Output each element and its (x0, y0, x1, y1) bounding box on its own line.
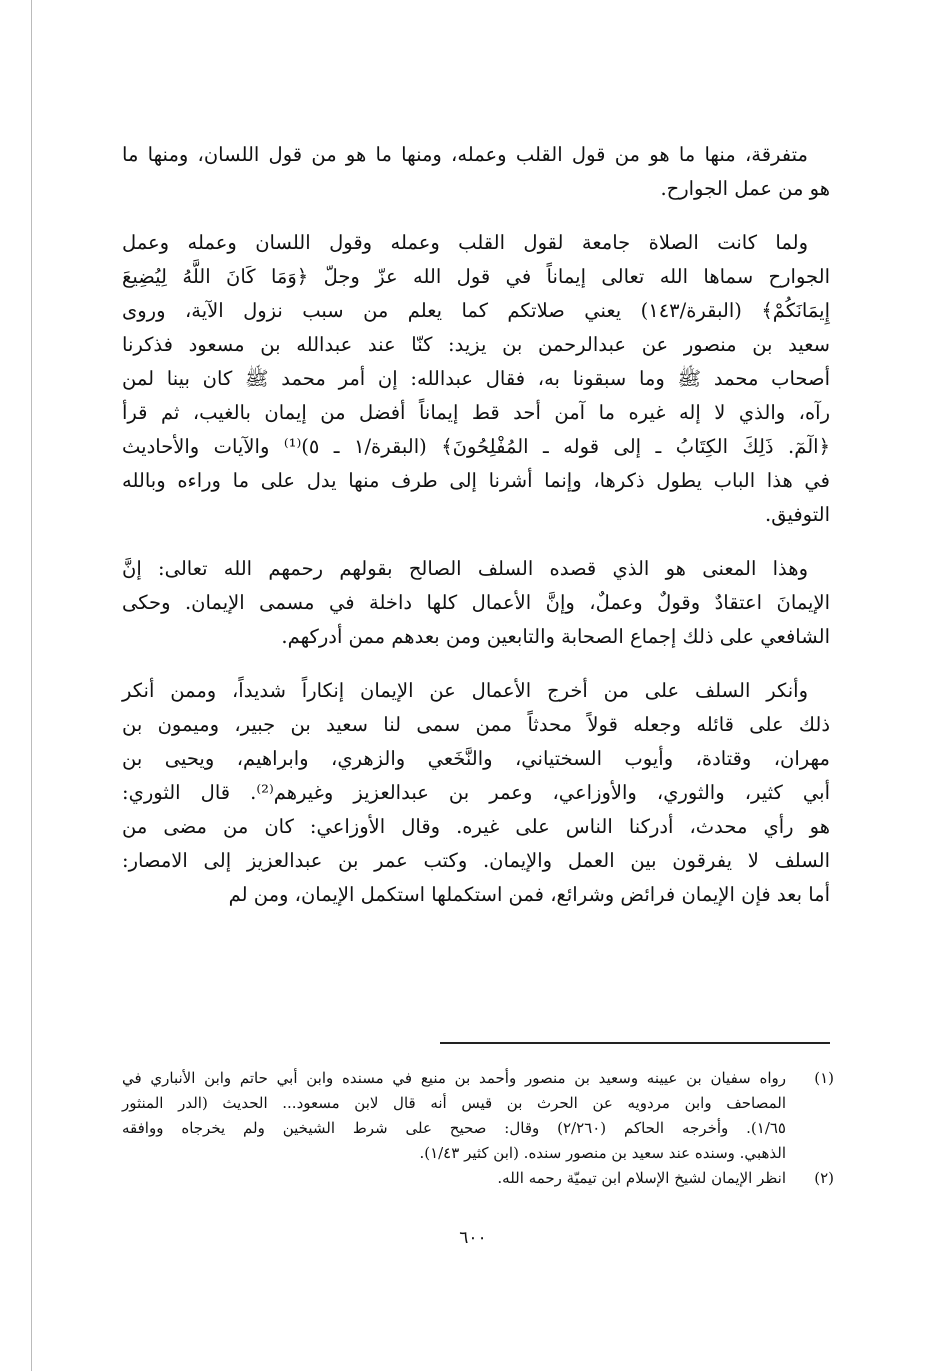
text-line: وأنكر السلف على من أخرج الأعمال عن الإيمان إنكاراً شديداً، وممن أنكر (122, 679, 808, 702)
text-line: ولما كانت الصلاة جامعة لقول القلب وعمله وقول اللسان وعمله وعمل (122, 231, 808, 254)
text-line: في هذا الباب يطول ذكرها، وإنما أشرنا إلى طرف منها يدل على ما وراءه وبالله (122, 469, 830, 492)
text-line: السلف لا يفرقون بين العمل والإيمان. وكتب عمر بن عبدالعزيز إلى الامصار: (122, 849, 830, 872)
paragraph (122, 552, 830, 654)
text-line: الجوارح سماها الله تعالى إيماناً في قول الله عزّ وجلّ ﴿وَمَا كَانَ اللَّهُ لِيُضِيعَ (122, 265, 830, 288)
text-line: مهران، وقتادة، وأيوب السختياني، والنَّخَعي والزهري، وابراهيم، ويحيى بن (122, 747, 830, 770)
text-line: الإيمانَ اعتقادٌ وقولٌ وعملٌ، وإنَّ الأعمال كلها داخلة في مسمى الإيمان. وحكى (122, 591, 830, 614)
text-line: وهذا المعنى هو الذي قصده السلف الصالح بقولهم رحمهم الله تعالى: إنَّ (122, 557, 808, 580)
page-number: ٦٠٠ (459, 1228, 487, 1248)
text-line: ذلك على قائله وجعله قولاً محدثاً ممن سمى لنا سعيد بن جبير، وميمون بن (122, 713, 830, 736)
footnote-separator (440, 1042, 830, 1044)
text-line: سعيد بن منصور عن عبدالرحمن بن يزيد: كنّا عند عبدالله بن مسعود فذكرنا (122, 333, 830, 356)
footnote-number: (١) (814, 1069, 834, 1087)
footnote-line: رواه سفيان بن عيينه وسعيد بن منصور وأحمد بن منيع في مسنده وابن أبي حاتم وابن الأنباري في (122, 1069, 786, 1087)
footnote-line: انظر الإيمان لشيخ الإسلام ابن تيميّة رحمه الله. (497, 1169, 786, 1187)
text-line: أما بعد فإن الإيمان فرائض وشرائع، فمن استكملها استكمل الإيمان، ومن لم (228, 883, 830, 906)
text-line: أبي كثير، والثوري، والأوزاعي، وعمر بن عبدالعزيز وغيرهم⁽²⁾. قال الثوري: (122, 781, 830, 804)
footnotes (122, 1066, 834, 1191)
text-line: الشافعي على ذلك إجماع الصحابة والتابعين ومن بعدهم ممن أدركهم. (281, 625, 830, 648)
footnote (122, 1166, 834, 1191)
paragraph (122, 138, 830, 206)
footnote-line: ١/٦٥). وأخرجه الحاكم (٢/٢٦٠) وقال: صحيح على شرط الشيخين ولم يخرجاه ووافقه (122, 1119, 786, 1137)
text-line: التوفيق. (765, 503, 830, 526)
scan-edge-line (31, 0, 32, 1371)
footnote (122, 1066, 834, 1166)
footnote-text (122, 1066, 786, 1166)
paragraph (122, 226, 830, 532)
footnote-line: الذهبي. وسنده عند سعيد بن منصور سنده. (ابن كثير ١/٤٣). (419, 1144, 786, 1162)
text-line: أصحاب محمد ﷺ وما سبقونا به، فقال عبدالله: إن أمر محمد ﷺ كان بينا لمن (122, 367, 830, 390)
text-line: هو رأي محدث، أدركنا الناس على غيره. وقال الأوزاعي: كان من مضى من (122, 815, 830, 838)
footnote-text (122, 1166, 786, 1191)
text-line: رآه، والذي لا إله غيره ما آمن أحد قط إيماناً أفضل من إيمان بالغيب، ثم قرأ (122, 401, 830, 424)
text-line: ﴿الٓمٓ. ذَلِكَ الكِتَابُ ـ إلى قوله ـ المُفْلِحُونَ﴾ (البقرة/١ ـ ٥)⁽¹⁾ والآيات والأحاديث (122, 435, 830, 458)
main-text (122, 138, 830, 932)
footnote-number: (٢) (814, 1169, 834, 1187)
footnote-line: المصاحف وابن مردويه عن الحرث بن قيس أنه قال لابن مسعود... الحديث (الدر المنثور (122, 1094, 786, 1112)
paragraph (122, 674, 830, 912)
text-line: إِيمَانَكُمْ﴾ (البقرة/١٤٣) يعني صلاتكم كما يعلم من سبب نزول الآية، وروى (122, 299, 830, 322)
text-line: متفرقة، منها ما هو من قول القلب وعمله، ومنها ما هو من قول اللسان، ومنها ما (122, 143, 808, 166)
text-line: هو من عمل الجوارح. (660, 177, 830, 200)
